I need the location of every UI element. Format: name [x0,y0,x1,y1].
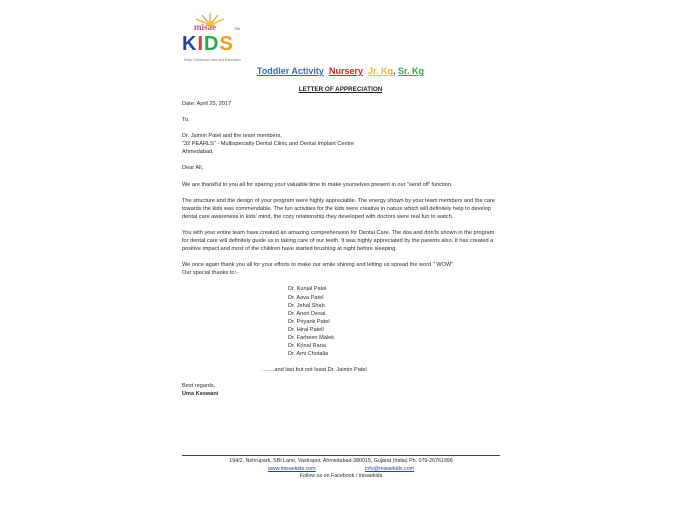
list-item: Dr. Ami Chotalia [288,351,329,358]
email-link[interactable]: info@misaekids.com [365,465,415,472]
letter-to: To, [182,117,190,124]
list-item: Dr. Krinal Rana [288,343,326,350]
special-thanks: Our special thanks to:- [182,270,238,277]
regards: Best regards, [182,383,216,390]
logo-tm: TM [234,26,240,31]
tab-separator: , [393,66,396,76]
paragraph-2: The structure and the design of your program were highly appreciable. The energy shown by your team members and the care towards the kids was commendable. The fun activities for the kids were creative in nature which will definitely help to develop dental care awareness in kids' mind, the cozy relationship they developed with doctors were real fun to watch. [182,197,496,220]
logo-brand-main: KIDS [182,33,234,55]
link-nursery[interactable]: Nursery [328,66,363,76]
letter-date: Date: April 25, 2017 [182,101,232,107]
letter-body [182,100,500,399]
paragraph-1: We are thankful to you all for sparing your valuable time to make yourselves present in our "send off' function. [182,181,453,188]
footer-address: 194/2, Nehrupark, SBI Lane, Vastrapur, Ahmedabad-380015, Gujarat (India) Ph. 079-26761996 [229,458,453,464]
letter-heading: LETTER OF APPRECIATION [298,86,383,93]
last-thanks: ........and last but not least Dr. Jaimin Patel [262,367,367,374]
list-item: Dr. Kunjal Patel [288,286,327,293]
logo-tagline: Early Childhood Care and Education [184,58,241,62]
letter-addressee: Dr. Jaimin Patel and the team members, [182,133,282,140]
list-item: Dr. Farheen Malek [288,334,335,341]
list-item: Dr. Aava Patel [288,294,324,301]
program-links [0,66,681,76]
link-sr-kg[interactable]: Sr. Kg [398,66,425,76]
letter-clinic: "32 PEARLS" - Multispecialty Dental Clinic and Dental Implant Centre [182,141,355,148]
footer-follow: Follow us on Facebook / misaekids [299,473,383,479]
list-item: Dr. Aneri Desai [288,310,326,317]
letter-salutation: Dear All, [182,165,204,172]
website-link[interactable]: www.misaekids.com [267,465,316,472]
letter-city: Ahmedabad. [182,149,214,156]
paragraph-4: We once again thank you all for your efforts to make our smile shining and letting us spread the word " WOW" [182,262,454,269]
logo-brand-top: misae [194,22,216,32]
list-item: Dr. Hiral Patell [288,326,324,333]
paragraph-3: You with your entire team have created an amazing comprehension for Dental Care. The dos and don'ts shown in the program for dental care will definitely guide us in taking care of our teeth. It was highly appreciated by the parents also. It has created a positive impact and most of the children have started brushing at night before sleeping. [182,229,495,253]
link-jr-kg[interactable]: Jr. Kg [368,66,394,76]
thanks-list [182,285,500,358]
list-item: Dr. Priyank Patel [288,318,330,325]
list-item: Dr. Jehal Shah [288,302,325,309]
misae-kids-logo [180,14,240,66]
letter-footer [182,455,500,481]
signatory: Uma Keswani [182,391,219,398]
link-toddler-activity[interactable]: Toddler Activity [256,66,324,76]
footer-divider [182,455,500,456]
